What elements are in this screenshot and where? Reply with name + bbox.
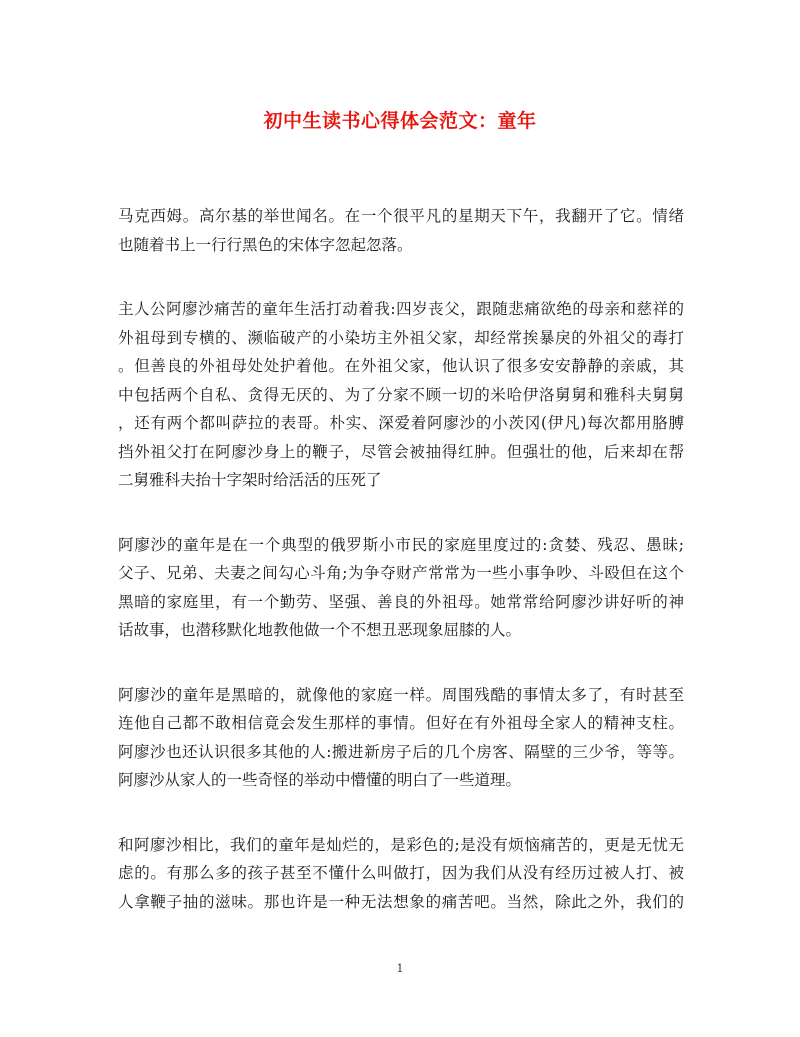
- document-title: 初中生读书心得体会范文：童年: [263, 110, 537, 132]
- text-line: 人拿鞭子抽的滋味。那也许是一种无法想象的痛苦吧。当然，除此之外，我们的: [118, 892, 684, 911]
- text-line: 主人公阿廖沙痛苦的童年生活打动着我:四岁丧父，跟随悲痛欲绝的母亲和慈祥的: [118, 300, 684, 318]
- text-line: 挡外祖父打在阿廖沙身上的鞭子，尽管会被抽得红肿。但强壮的他，后来却在帮: [118, 442, 684, 461]
- text-line: 黑暗的家庭里，有一个勤劳、坚强、善良的外祖母。她常常给阿廖沙讲好听的神: [118, 592, 684, 611]
- document-body: [118, 202, 684, 952]
- text-line: ，还有两个都叫萨拉的表哥。朴实、深爱着阿廖沙的小茨冈(伊凡)每次都用胳膊: [118, 414, 684, 432]
- text-line: 阿廖沙的童年是黑暗的，就像他的家庭一样。周围残酷的事情太多了，有时甚至: [118, 685, 684, 704]
- paragraph: [118, 681, 684, 795]
- text-line: 中包括两个自私、贪得无厌的、为了分家不顾一切的米哈伊洛舅舅和雅科夫舅舅: [118, 385, 684, 404]
- text-line: 虑的。有那么多的孩子甚至不懂什么叫做打，因为我们从没有经历过被人打、被: [118, 864, 684, 882]
- text-line: 也随着书上一行行黑色的宋体字忽起忽落。: [118, 235, 413, 254]
- text-line: 。但善良的外祖母处处护着他。在外祖父家，他认识了很多安安静静的亲戚，其: [118, 357, 684, 375]
- text-line: 话故事，也潜移默化地教他做一个不想丑恶现象屈膝的人。: [118, 621, 522, 639]
- paragraph: [118, 202, 684, 259]
- text-line: 阿廖沙的童年是在一个典型的俄罗斯小市民的家庭里度过的:贪婪、残忍、愚昧;: [118, 535, 684, 554]
- text-line: 父子、兄弟、夫妻之间勾心斗角;为争夺财产常常为一些小事争吵、斗殴但在这个: [118, 564, 684, 582]
- text-line: 外祖母到专横的、濒临破产的小染坊主外祖父家，却经常挨暴戾的外祖父的毒打: [118, 328, 684, 347]
- paragraph: [118, 831, 684, 917]
- text-line: 和阿廖沙相比，我们的童年是灿烂的，是彩色的;是没有烦恼痛苦的，更是无忧无: [118, 835, 684, 854]
- text-line: 马克西姆。高尔基的举世闻名。在一个很平凡的星期天下午，我翻开了它。情绪: [118, 207, 684, 225]
- text-line: 阿廖沙从家人的一些奇怪的举动中懵懂的明白了一些道理。: [118, 771, 522, 789]
- paragraph: [118, 531, 684, 645]
- paragraph: [118, 295, 684, 495]
- text-line: 阿廖沙也还认识很多其他的人:搬进新房子后的几个房客、隔壁的三少爷，等等。: [118, 742, 684, 761]
- text-line: 连他自己都不敢相信竟会发生那样的事情。但好在有外祖母全家人的精神支柱。: [118, 714, 684, 732]
- text-line: 二舅雅科夫抬十字架时给活活的压死了: [118, 471, 382, 489]
- page-number: 1: [396, 962, 404, 975]
